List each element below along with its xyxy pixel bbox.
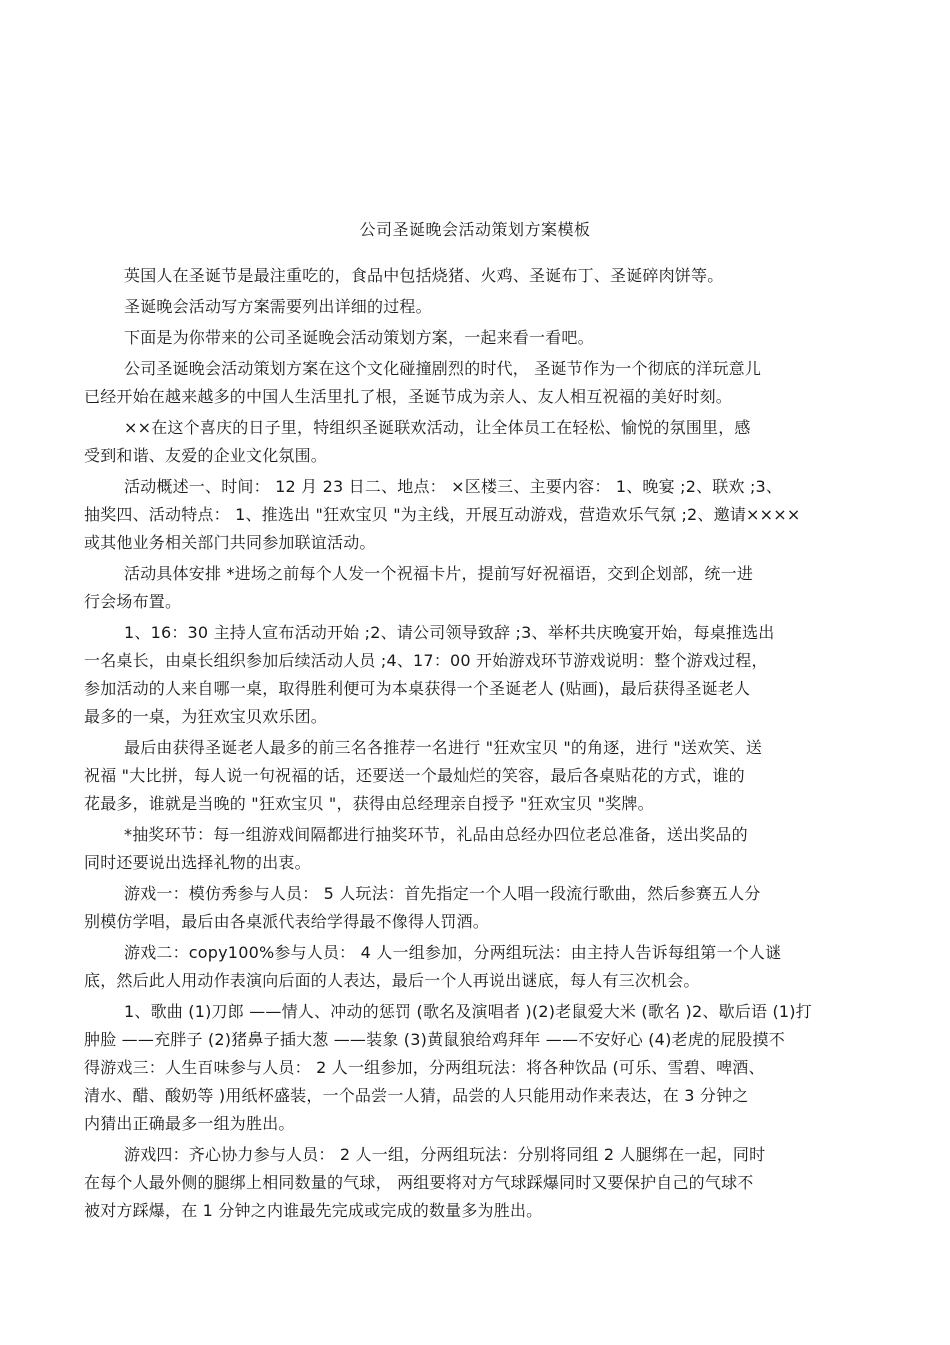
paragraph-line: 游戏二：copy100%参与人员： 4 人一组参加，分两组玩法：由主持人告诉每组第一个人谜	[124, 943, 782, 962]
paragraph	[84, 619, 874, 731]
paragraph	[84, 324, 874, 352]
paragraph	[84, 880, 874, 936]
paragraph-line: 底，然后此人用动作表演向后面的人表达，最后一个人再说出谜底，每人有三次机会。	[84, 971, 700, 990]
paragraph-line: 或其他业务相关部门共同参加联谊活动。	[84, 533, 376, 552]
paragraph-line: 抽奖四、活动特点： 1、推选出 "狂欢宝贝 "为主线，开展互动游戏，营造欢乐气氛 ;2、邀请××××	[84, 505, 801, 524]
paragraph	[84, 262, 874, 290]
paragraph-line: 肿脸 ——充胖子 (2)猪鼻子插大葱 ——装象 (3)黄鼠狼给鸡拜年 ——不安好心 (4)老虎的屁股摸不	[84, 1030, 785, 1049]
paragraph-line: 受到和谐、友爱的企业文化氛围。	[84, 446, 328, 465]
paragraph	[84, 1141, 874, 1225]
document-body	[84, 262, 874, 1228]
paragraph-line: 一名桌长，由桌长组织参加后续活动人员 ;4、17：00 开始游戏环节游戏说明：整个游戏过程，	[84, 651, 768, 670]
paragraph	[84, 560, 874, 616]
paragraph-line: 游戏四：齐心协力参与人员： 2 人一组，分两组玩法：分别将同组 2 人腿绑在一起，同时	[124, 1145, 766, 1164]
paragraph-line: 祝福 "大比拼，每人说一句祝福的话，还要送一个最灿烂的笑容，最后各桌贴花的方式，谁的	[84, 766, 745, 785]
paragraph-line: 清水、醋、酸奶等 )用纸杯盛装，一个品尝一人猜，品尝的人只能用动作来表达，在 3 分钟之	[84, 1086, 749, 1105]
paragraph-line: *抽奖环节：每一组游戏间隔都进行抽奖环节，礼品由总经办四位老总准备，送出奖品的	[124, 825, 748, 844]
paragraph-line: 公司圣诞晚会活动策划方案在这个文化碰撞剧烈的时代， 圣诞节作为一个彻底的洋玩意儿	[124, 359, 762, 378]
paragraph-line: 游戏一：模仿秀参与人员： 5 人玩法：首先指定一个人唱一段流行歌曲，然后参赛五人分	[124, 884, 761, 903]
paragraph	[84, 939, 874, 995]
paragraph-line: 内猜出正确最多一组为胜出。	[84, 1114, 295, 1133]
paragraph-line: 参加活动的人来自哪一桌，取得胜利便可为本桌获得一个圣诞老人 (贴画)，最后获得圣诞老人	[84, 679, 751, 698]
paragraph-line: 活动概述一、时间： 12 月 23 日二、地点： ×区楼三、主要内容： 1、晚宴 ;2、联欢 ;3、	[124, 477, 783, 496]
paragraph	[84, 414, 874, 470]
paragraph-line: 英国人在圣诞节是最注重吃的，食品中包括烧猪、火鸡、圣诞布丁、圣诞碎肉饼等。	[124, 266, 724, 285]
document-title: 公司圣诞晚会活动策划方案模板	[359, 220, 591, 239]
paragraph	[84, 998, 874, 1138]
paragraph	[84, 734, 874, 818]
paragraph-line: ××在这个喜庆的日子里，特组织圣诞联欢活动，让全体员工在轻松、愉悦的氛围里，感	[124, 418, 751, 437]
paragraph-line: 圣诞晚会活动写方案需要列出详细的过程。	[124, 297, 432, 316]
paragraph	[84, 355, 874, 411]
paragraph-line: 同时还要说出选择礼物的出衷。	[84, 853, 311, 872]
paragraph-line: 别模仿学唱，最后由各桌派代表给学得最不像得人罚酒。	[84, 912, 490, 931]
paragraph	[84, 293, 874, 321]
paragraph-line: 1、歌曲 (1)刀郎 ——情人、冲动的惩罚 (歌名及演唱者 )(2)老鼠爱大米 (歌名 )2、歇后语 (1)打	[124, 1002, 812, 1021]
paragraph	[84, 473, 874, 557]
paragraph	[84, 821, 874, 877]
paragraph-line: 花最多，谁就是当晚的 "狂欢宝贝 "，获得由总经理亲自授予 "狂欢宝贝 "奖牌。	[84, 794, 654, 813]
paragraph-line: 在每个人最外侧的腿绑上相同数量的气球， 两组要将对方气球踩爆同时又要保护自己的气球不	[84, 1173, 754, 1192]
paragraph-line: 最后由获得圣诞老人最多的前三名各推荐一名进行 "狂欢宝贝 "的角逐，进行 "送欢笑、送	[124, 738, 762, 757]
paragraph-line: 最多的一桌，为狂欢宝贝欢乐团。	[84, 707, 328, 726]
paragraph-line: 已经开始在越来越多的中国人生活里扎了根，圣诞节成为亲人、友人相互祝福的美好时刻。	[84, 387, 733, 406]
paragraph-line: 行会场布置。	[84, 592, 182, 611]
paragraph-line: 下面是为你带来的公司圣诞晚会活动策划方案，一起来看一看吧。	[124, 328, 594, 347]
paragraph-line: 得游戏三：人生百味参与人员： 2 人一组参加，分两组玩法：将各种饮品 (可乐、雪碧、啤酒、	[84, 1058, 765, 1077]
paragraph-line: 1、16：30 主持人宣布活动开始 ;2、请公司领导致辞 ;3、举杯共庆晚宴开始，每桌推选出	[124, 623, 775, 642]
paragraph-line: 活动具体安排 *进场之前每个人发一个祝福卡片，提前写好祝福语，交到企划部，统一进	[124, 564, 754, 583]
paragraph-line: 被对方踩爆，在 1 分钟之内谁最先完成或完成的数量多为胜出。	[84, 1201, 543, 1220]
